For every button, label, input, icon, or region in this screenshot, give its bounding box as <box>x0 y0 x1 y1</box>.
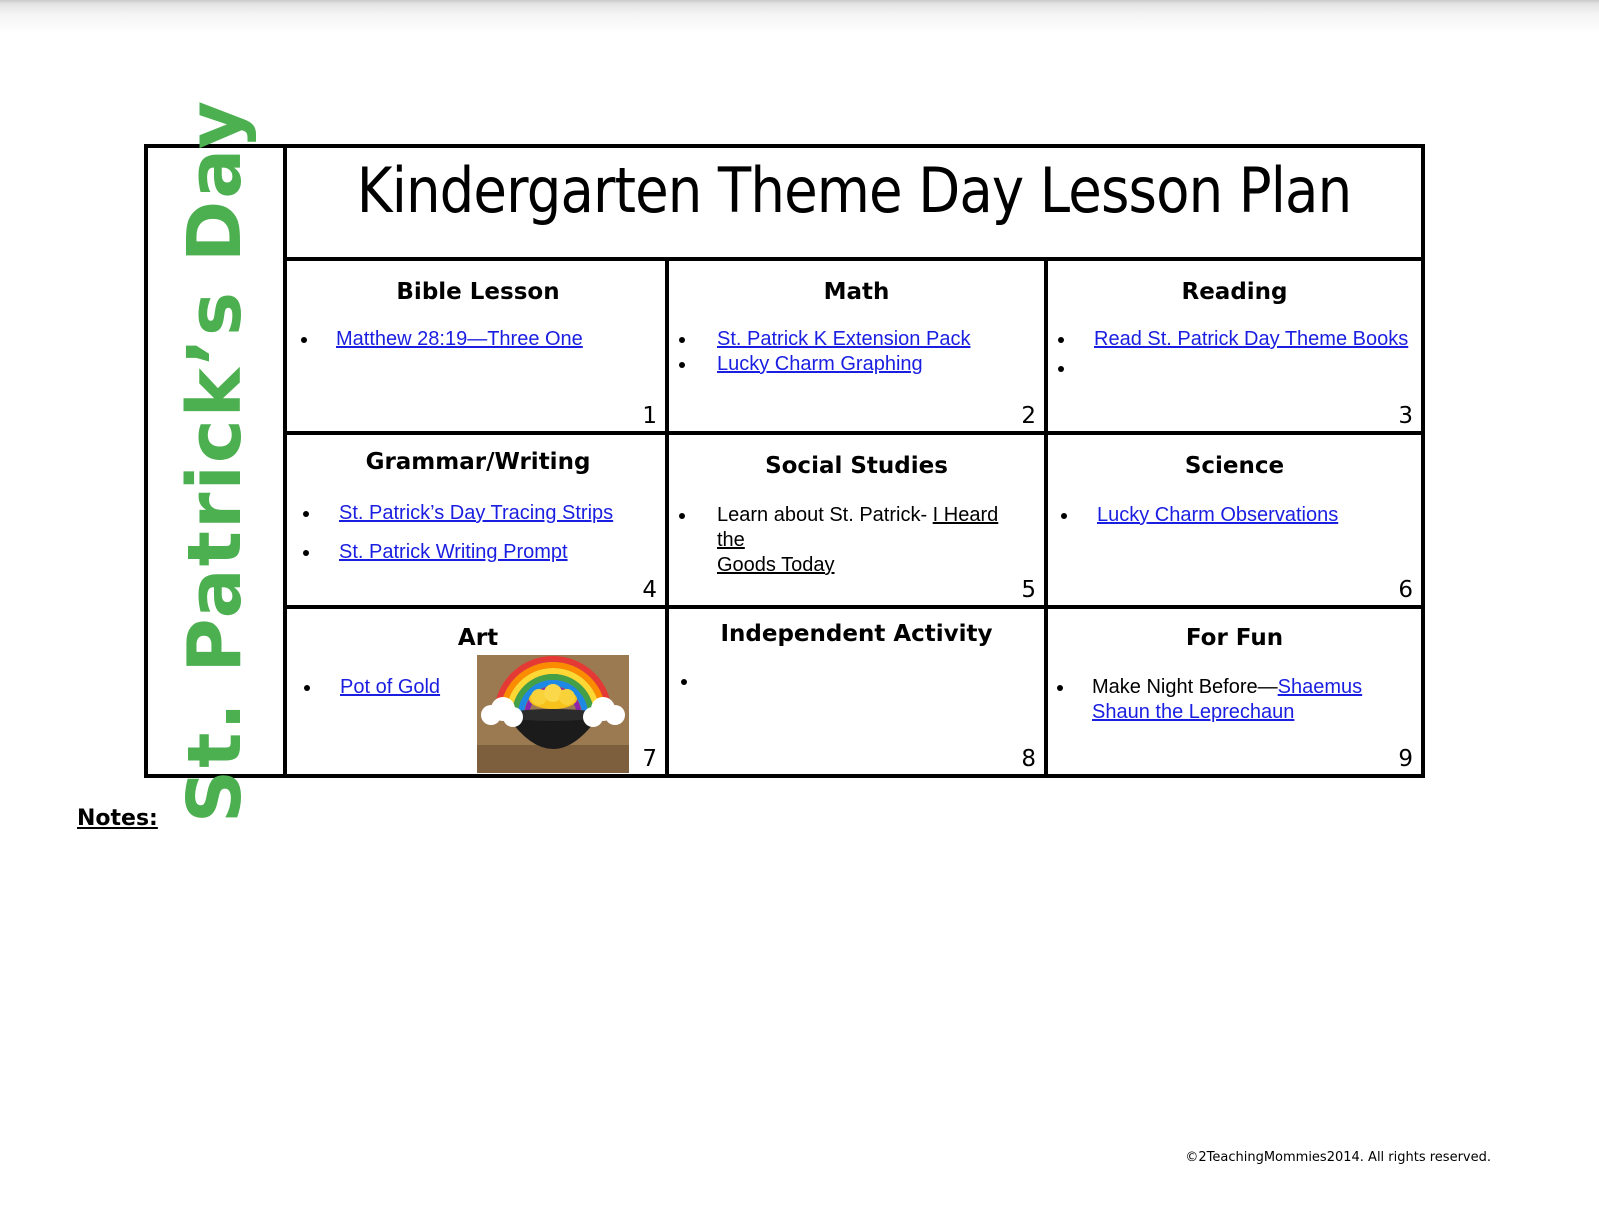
pot-of-gold-photo <box>477 655 629 773</box>
cell-heading: Art <box>457 625 499 651</box>
list-item <box>1058 327 1418 352</box>
cell-for-fun <box>1048 609 1421 774</box>
social-book-link-cont[interactable]: Goods Today <box>717 554 835 576</box>
social-book-link[interactable]: I Heard the <box>717 504 999 551</box>
cell-number: 7 <box>642 746 657 772</box>
cell-science <box>1048 435 1421 605</box>
cell-grammar-writing <box>291 435 665 605</box>
list-item <box>301 327 656 352</box>
list-item <box>1058 352 1418 377</box>
cell-independent-activity <box>669 609 1044 774</box>
cell-reading <box>1048 261 1421 431</box>
list-item <box>1057 675 1412 725</box>
math-graphing-link[interactable]: Lucky Charm Graphing <box>717 353 923 375</box>
cell-heading: Reading <box>1181 279 1288 305</box>
writing-prompt-link[interactable]: St. Patrick Writing Prompt <box>339 541 568 563</box>
cell-social-studies <box>669 435 1044 605</box>
shaemus-link-cont[interactable]: Shaun the Leprechaun <box>1092 701 1295 723</box>
title-bar <box>287 148 1421 261</box>
cell-number: 5 <box>1021 577 1036 603</box>
cell-heading: Social Studies <box>765 453 948 479</box>
cell-number: 4 <box>642 577 657 603</box>
math-extension-link[interactable]: St. Patrick K Extension Pack <box>717 328 971 350</box>
top-shadow <box>0 0 1599 34</box>
pot-of-gold-link[interactable]: Pot of Gold <box>340 676 441 698</box>
cell-number: 1 <box>642 403 657 429</box>
fun-prefix: Make Night Before— <box>1092 676 1278 698</box>
cell-heading: Science <box>1184 453 1285 479</box>
shaemus-link[interactable]: Shaemus <box>1277 676 1363 698</box>
page-title: Kindergarten Theme Day Lesson Plan <box>356 154 1352 227</box>
cell-heading: For Fun <box>1185 625 1284 651</box>
side-title: St. Patrick’s Day <box>172 98 258 824</box>
list-item <box>304 675 484 700</box>
cell-art <box>291 609 665 774</box>
list-item <box>1061 503 1416 528</box>
rainbow-pot-image <box>477 655 629 773</box>
cell-number: 3 <box>1398 403 1413 429</box>
cell-number: 9 <box>1398 746 1413 772</box>
list-item <box>681 669 1031 694</box>
cell-number: 2 <box>1021 403 1036 429</box>
cell-number: 6 <box>1398 577 1413 603</box>
cell-math <box>669 261 1044 431</box>
list-item <box>679 352 1034 377</box>
notes-label: Notes: <box>77 806 158 831</box>
tracing-strips-link[interactable]: St. Patrick’s Day Tracing Strips <box>339 502 614 524</box>
cell-bible-lesson <box>291 261 665 431</box>
cell-heading: Independent Activity <box>720 621 993 647</box>
list-item <box>303 501 658 526</box>
cell-number: 8 <box>1021 746 1036 772</box>
cell-heading: Bible Lesson <box>396 279 560 305</box>
list-item <box>679 327 1034 352</box>
side-banner <box>148 98 287 824</box>
copyright: ©2TeachingMommies2014. All rights reserved. <box>1185 1150 1491 1165</box>
social-prefix: Learn about St. Patrick- <box>717 504 933 526</box>
cell-heading: Grammar/Writing <box>365 449 591 475</box>
cell-heading: Math <box>823 279 890 305</box>
observations-link[interactable]: Lucky Charm Observations <box>1097 504 1339 526</box>
bible-link[interactable]: Matthew 28:19—Three One <box>336 328 583 350</box>
lesson-plan-table <box>144 98 1425 824</box>
reading-books-link[interactable]: Read St. Patrick Day Theme Books <box>1094 328 1409 350</box>
list-item <box>303 540 658 565</box>
list-item <box>679 503 1029 578</box>
